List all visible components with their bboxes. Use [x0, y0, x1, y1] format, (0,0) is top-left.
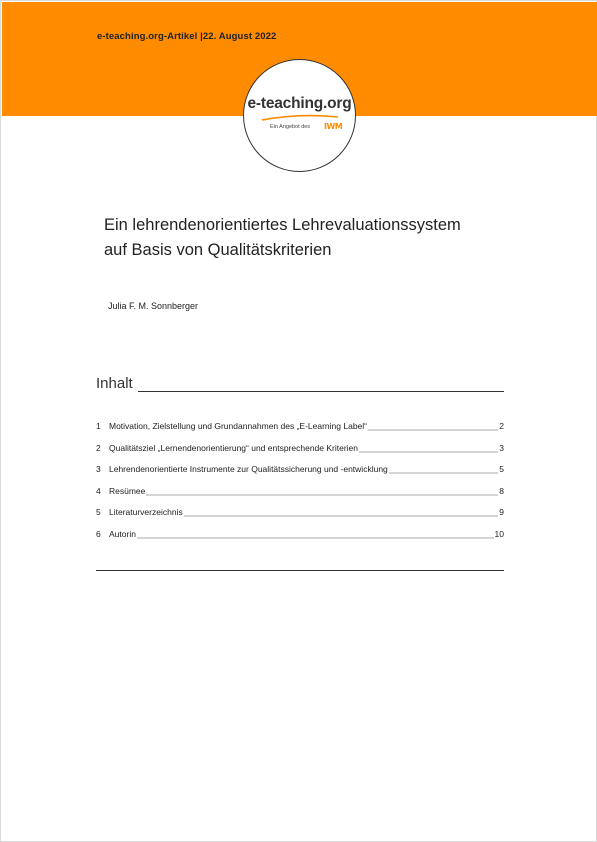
document-title [104, 213, 524, 263]
toc-entry-6[interactable] [96, 529, 504, 551]
title-line-2: auf Basis von Qualitätskriterien [104, 241, 332, 259]
toc-entry-1[interactable] [96, 421, 504, 443]
toc-entry-number: 2 [96, 442, 101, 453]
toc-entry-4[interactable] [96, 486, 504, 508]
toc-entry-title: Autorin [109, 528, 136, 539]
toc-leader-dots [389, 464, 498, 474]
toc-entry-2[interactable] [96, 443, 504, 465]
toc-entry-title: Qualitätsziel „Lernendenorientierung“ und entsprechende Kriterien [109, 442, 359, 453]
logo-subtitle: Ein Angebot des [270, 124, 311, 130]
iwm-logo: IWM [324, 122, 343, 131]
toc-heading-label: Inhalt [96, 375, 137, 392]
toc-entry-number: 3 [96, 464, 101, 474]
toc-entry-3[interactable] [96, 464, 504, 486]
toc-entry-title: Lehrendenorientierte Instrumente zur Qualitätssicherung und -entwicklung [109, 464, 388, 474]
logo-name: e-teaching.org [247, 95, 352, 112]
header-meta: e-teaching.org-Artikel |22. August 2022 [97, 31, 277, 42]
toc-entry-page: 2 [499, 421, 504, 431]
toc-entry-page: 10 [494, 528, 504, 539]
toc-heading-rule [138, 391, 504, 392]
toc-entry-title: Motivation, Zielstellung und Grundannahmen des „E-Learning Label“ [109, 421, 367, 431]
toc-entry-page: 9 [499, 507, 504, 517]
toc-entry-number: 4 [96, 485, 101, 496]
toc-entry-page: 3 [499, 442, 504, 453]
toc-entry-5[interactable] [96, 507, 504, 529]
toc-leader-dots [137, 529, 494, 539]
toc-entry-page: 5 [499, 464, 504, 474]
title-line-1: Ein lehrendenorientiertes Lehrevaluationssystem [104, 216, 461, 234]
toc-entry-number: 6 [96, 528, 101, 539]
table-of-contents [96, 421, 504, 550]
toc-leader-dots [368, 421, 498, 431]
toc-entry-number: 5 [96, 507, 101, 517]
author-name: Julia F. M. Sonnberger [108, 301, 199, 311]
toc-leader-dots [146, 486, 498, 496]
toc-entry-page: 8 [499, 485, 504, 496]
toc-bottom-rule [96, 570, 504, 571]
logo-swoosh-icon [260, 114, 340, 122]
toc-leader-dots [359, 443, 498, 453]
toc-entry-title: Literaturverzeichnis [109, 507, 183, 517]
toc-entry-number: 1 [96, 421, 101, 431]
toc-leader-dots [184, 507, 499, 517]
toc-heading [96, 375, 504, 395]
toc-entry-title: Resümee [109, 485, 146, 496]
e-teaching-logo [243, 59, 356, 172]
